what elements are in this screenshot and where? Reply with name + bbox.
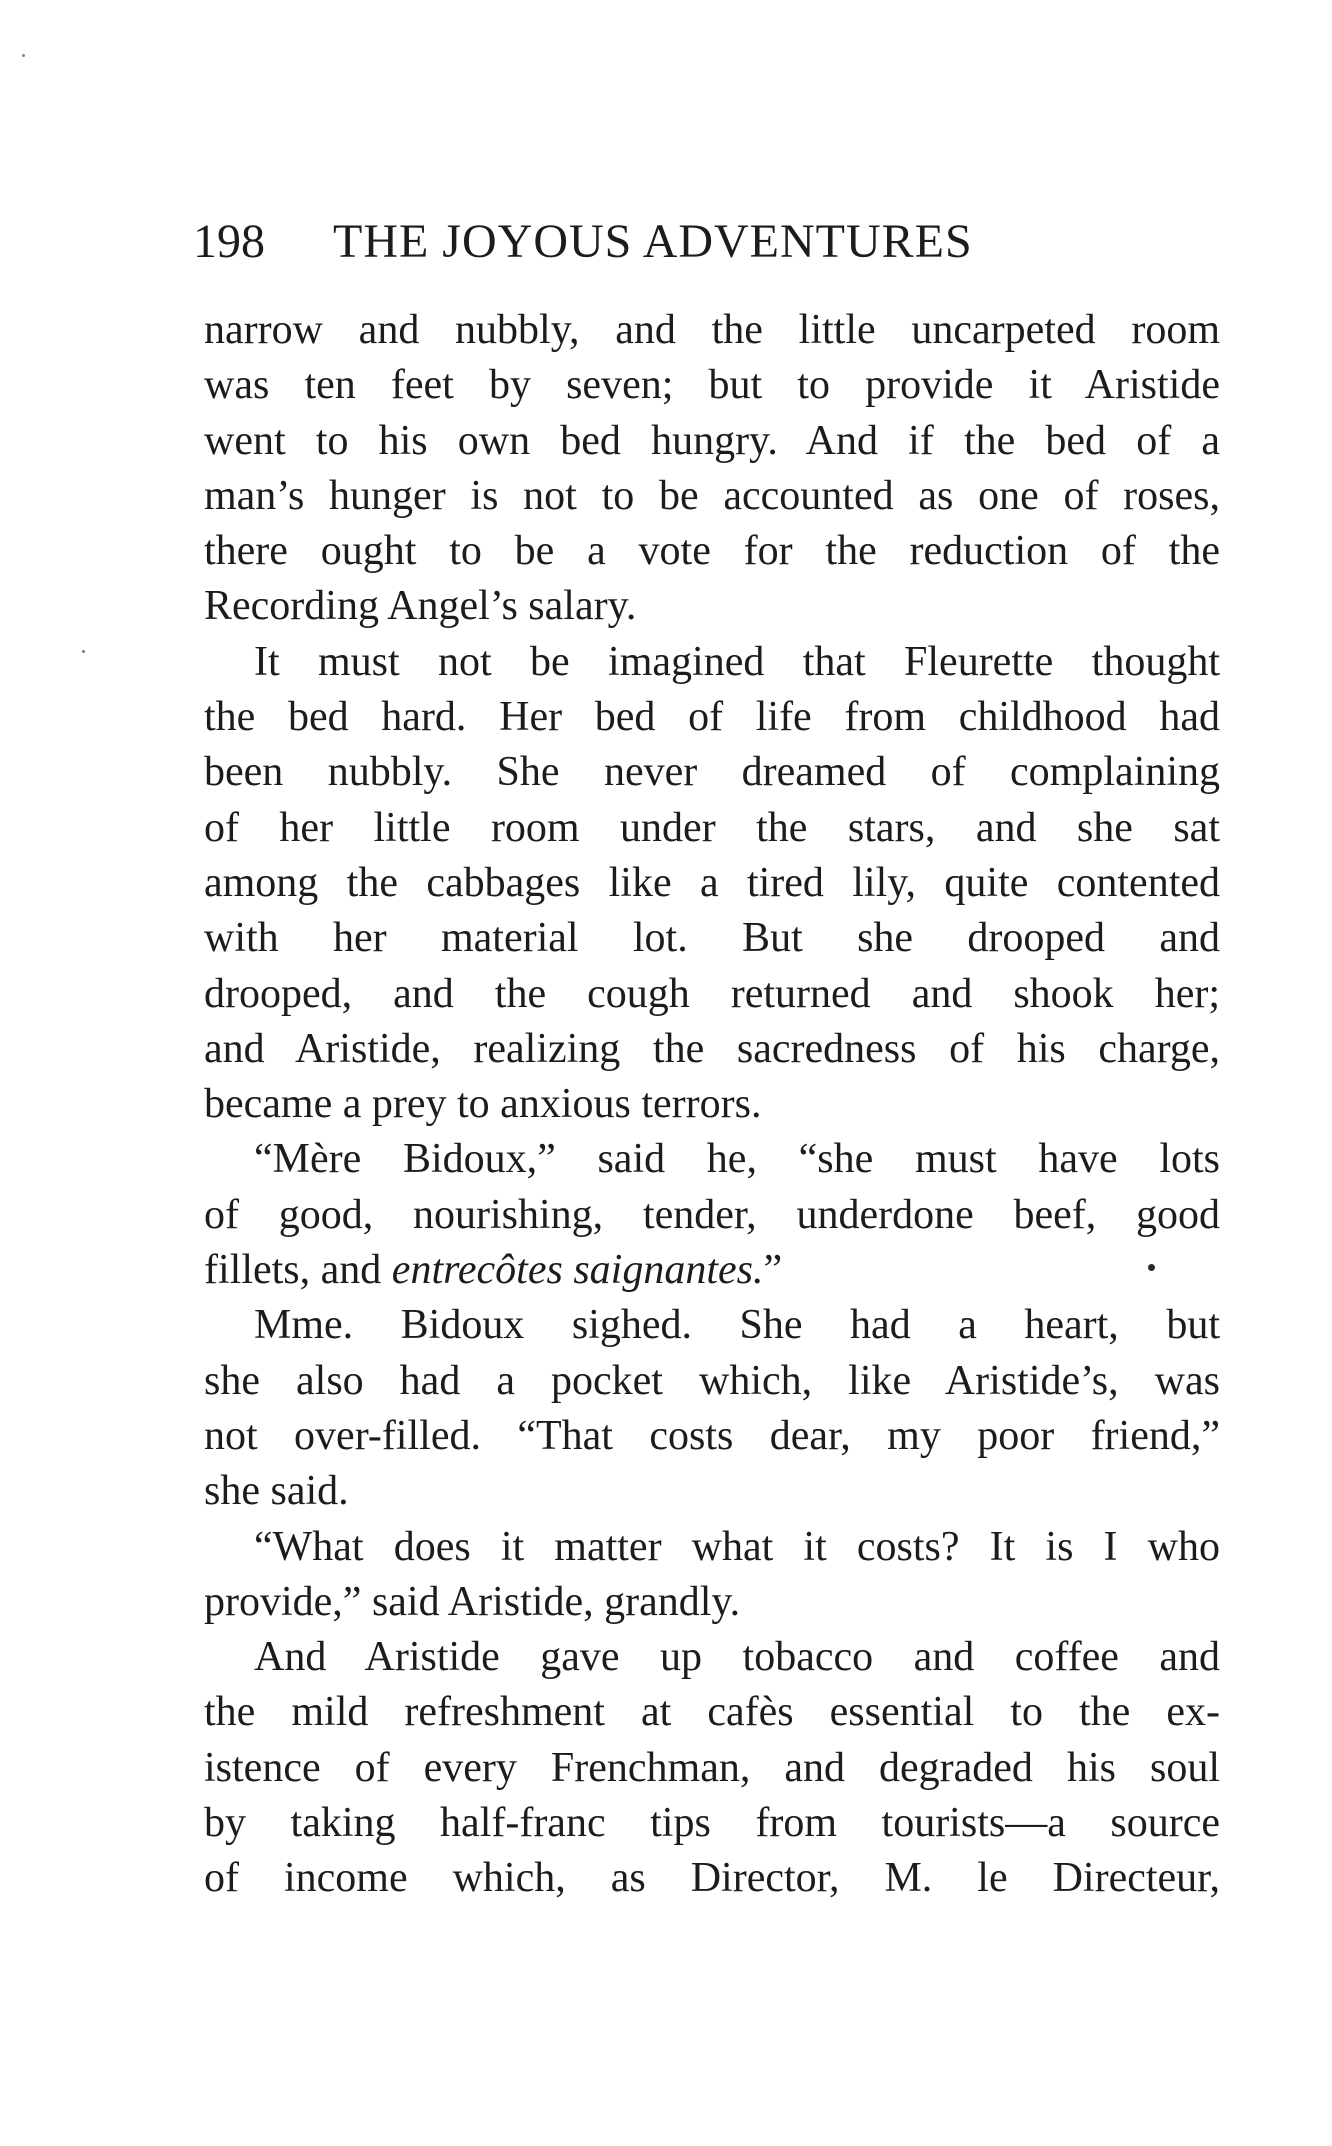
text-line: of good, nourishing, tender, underdone beef, good <box>204 1191 1220 1238</box>
text-line: It must not be imagined that Fleurette thought <box>254 638 1220 685</box>
text-line: “Mère Bidoux,” said he, “she must have lots <box>254 1136 1220 1183</box>
text-line: Recording Angel’s salary. <box>204 583 637 630</box>
text-run: fillets, and <box>204 1247 392 1294</box>
text-line: there ought to be a vote for the reduction of the <box>204 528 1220 575</box>
text-line: provide,” said Aristide, grandly. <box>204 1578 741 1625</box>
text-line: among the cabbages like a tired lily, quite contented <box>204 859 1220 906</box>
text-line: by taking half-franc tips from tourists—a source <box>204 1800 1220 1847</box>
text-line: the mild refreshment at cafès essential to the ex- <box>204 1689 1220 1736</box>
text-line: of her little room under the stars, and she sat <box>204 804 1220 851</box>
italic-phrase: entrecôtes saignantes. <box>391 1247 764 1294</box>
body-text <box>204 303 1220 1907</box>
text-line: she also had a pocket which, like Aristide’s, was <box>204 1357 1220 1404</box>
ink-speck <box>1148 1264 1155 1271</box>
text-line: and Aristide, realizing the sacredness of his charge, <box>204 1025 1220 1072</box>
running-head: THE JOYOUS ADVENTURES <box>333 215 973 268</box>
ink-speck <box>22 54 25 57</box>
text-line: she said. <box>204 1468 349 1515</box>
text-line: was ten feet by seven; but to provide it Aristide <box>204 362 1220 409</box>
text-line: been nubbly. She never dreamed of complaining <box>204 749 1220 796</box>
page-number: 198 <box>193 215 265 268</box>
text-line <box>204 1243 1220 1298</box>
text-line: with her material lot. But she drooped and <box>204 915 1220 962</box>
text-line: Mme. Bidoux sighed. She had a heart, but <box>254 1302 1220 1349</box>
text-line: the bed hard. Her bed of life from childhood had <box>204 694 1220 741</box>
text-line: narrow and nubbly, and the little uncarpeted room <box>204 307 1220 353</box>
text-line: And Aristide gave up tobacco and coffee and <box>254 1634 1220 1681</box>
text-line: drooped, and the cough returned and shook her; <box>204 970 1220 1017</box>
text-line: man’s hunger is not to be accounted as one of roses, <box>204 472 1220 519</box>
text-line: “What does it matter what it costs? It is I who <box>254 1523 1220 1570</box>
text-line: of income which, as Director, M. le Directeur, <box>204 1855 1220 1902</box>
text-line: went to his own bed hungry. And if the bed of a <box>204 417 1220 464</box>
text-line: istence of every Frenchman, and degraded his soul <box>204 1744 1220 1791</box>
text-run: ” <box>763 1247 783 1294</box>
text-line: not over-filled. “That costs dear, my poor friend,” <box>204 1412 1220 1459</box>
text-line: became a prey to anxious terrors. <box>204 1081 762 1128</box>
page-header <box>193 212 1133 272</box>
ink-speck <box>82 650 85 653</box>
